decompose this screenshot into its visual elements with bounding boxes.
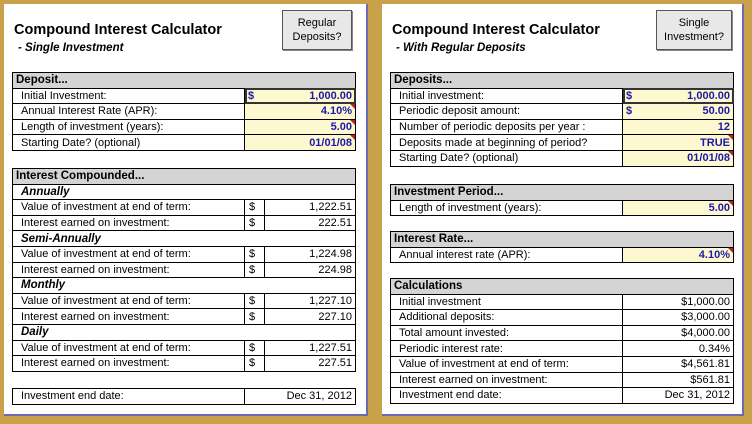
start-date-input[interactable]: 01/01/08 [245, 135, 356, 151]
monthly-end-value: 1,227.10 [265, 293, 356, 309]
calc-additional-label: Additional deposits: [391, 310, 623, 326]
initial-investment-label: Initial investment: [391, 88, 623, 104]
currency-symbol: $ [245, 356, 265, 372]
currency-symbol: $ [245, 293, 265, 309]
annual-end-label: Value of investment at end of term: [13, 200, 245, 216]
daily-interest-label: Interest earned on investment: [13, 356, 245, 372]
compounded-header: Interest Compounded... [13, 169, 356, 185]
annual-interest-value: 222.51 [265, 215, 356, 231]
calc-end-value: $4,561.81 [623, 356, 734, 372]
calc-additional-value: $3,000.00 [623, 310, 734, 326]
currency-symbol: $ [245, 246, 265, 262]
apr-label: Annual Interest Rate (APR): [13, 104, 245, 120]
currency-symbol: $ [245, 309, 265, 325]
daily-end-label: Value of investment at end of term: [13, 340, 245, 356]
calc-interest-value: $561.81 [623, 372, 734, 388]
deposits-per-year-input[interactable]: 12 [623, 119, 734, 135]
monthly-label: Monthly [13, 278, 356, 294]
calc-periodic-rate-value: 0.34% [623, 341, 734, 357]
single-investment-button[interactable]: Single Investment? [656, 10, 732, 50]
annual-end-value: 1,222.51 [265, 200, 356, 216]
currency-symbol: $ [245, 340, 265, 356]
apr-input[interactable]: 4.10% [245, 104, 356, 120]
length-input[interactable]: 5.00 [623, 200, 734, 216]
deposit-table [12, 72, 356, 151]
page-subtitle: - With Regular Deposits [396, 42, 526, 54]
calc-initial-label: Initial investment [391, 294, 623, 310]
periodic-deposit-input[interactable]: $ 50.00 [623, 104, 734, 120]
calc-initial-value: $1,000.00 [623, 294, 734, 310]
start-date-label: Starting Date? (optional) [13, 135, 245, 151]
calc-periodic-rate-label: Periodic interest rate: [391, 341, 623, 357]
semi-end-label: Value of investment at end of term: [13, 246, 245, 262]
calc-interest-label: Interest earned on investment: [391, 372, 623, 388]
period-header: Investment Period... [391, 185, 734, 201]
currency-symbol: $ [245, 215, 265, 231]
initial-investment-input[interactable]: $ 1,000.00 [245, 88, 356, 104]
rate-table [390, 231, 734, 263]
compounded-table [12, 168, 356, 372]
end-date-table [12, 388, 356, 405]
semi-annually-label: Semi-Annually [13, 231, 356, 247]
deposit-timing-label: Deposits made at beginning of period? [391, 135, 623, 151]
regular-deposits-button[interactable]: Regular Deposits? [282, 10, 352, 50]
page-title: Compound Interest Calculator [392, 22, 600, 38]
calc-end-date-value: Dec 31, 2012 [623, 388, 734, 404]
length-label: Length of investment (years): [391, 200, 623, 216]
daily-end-value: 1,227.51 [265, 340, 356, 356]
calc-total-label: Total amount invested: [391, 325, 623, 341]
rate-header: Interest Rate... [391, 232, 734, 248]
regular-deposits-panel [382, 4, 744, 416]
start-date-input[interactable]: 01/01/08 [623, 150, 734, 166]
apr-input[interactable]: 4.10% [623, 247, 734, 263]
periodic-deposit-label: Periodic deposit amount: [391, 104, 623, 120]
initial-investment-label: Initial Investment: [13, 88, 245, 104]
calc-end-date-label: Investment end date: [391, 388, 623, 404]
monthly-end-label: Value of investment at end of term: [13, 293, 245, 309]
calculations-table [390, 278, 734, 404]
monthly-interest-value: 227.10 [265, 309, 356, 325]
length-input[interactable]: 5.00 [245, 119, 356, 135]
annual-interest-label: Interest earned on investment: [13, 215, 245, 231]
deposit-header: Deposit... [13, 73, 356, 89]
daily-interest-value: 227.51 [265, 356, 356, 372]
daily-label: Daily [13, 324, 356, 340]
deposit-timing-input[interactable]: TRUE [623, 135, 734, 151]
currency-symbol: $ [245, 262, 265, 278]
deposits-table [390, 72, 734, 167]
length-label: Length of investment (years): [13, 119, 245, 135]
single-investment-panel [4, 4, 368, 416]
deposits-per-year-label: Number of periodic deposits per year : [391, 119, 623, 135]
initial-investment-input[interactable]: $ 1,000.00 [623, 88, 734, 104]
period-table [390, 184, 734, 216]
semi-end-value: 1,224.98 [265, 246, 356, 262]
page-subtitle: - Single Investment [18, 42, 124, 54]
end-date-label: Investment end date: [13, 389, 245, 405]
deposits-header: Deposits... [391, 73, 734, 89]
calc-end-value-label: Value of investment at end of term: [391, 356, 623, 372]
monthly-interest-label: Interest earned on investment: [13, 309, 245, 325]
calculations-header: Calculations [391, 279, 734, 295]
annually-label: Annually [13, 184, 356, 200]
end-date-value: Dec 31, 2012 [245, 389, 356, 405]
semi-interest-label: Interest earned on investment: [13, 262, 245, 278]
apr-label: Annual interest rate (APR): [391, 247, 623, 263]
calc-total-value: $4,000.00 [623, 325, 734, 341]
page-title: Compound Interest Calculator [14, 22, 222, 38]
semi-interest-value: 224.98 [265, 262, 356, 278]
currency-symbol: $ [245, 200, 265, 216]
start-date-label: Starting Date? (optional) [391, 150, 623, 166]
